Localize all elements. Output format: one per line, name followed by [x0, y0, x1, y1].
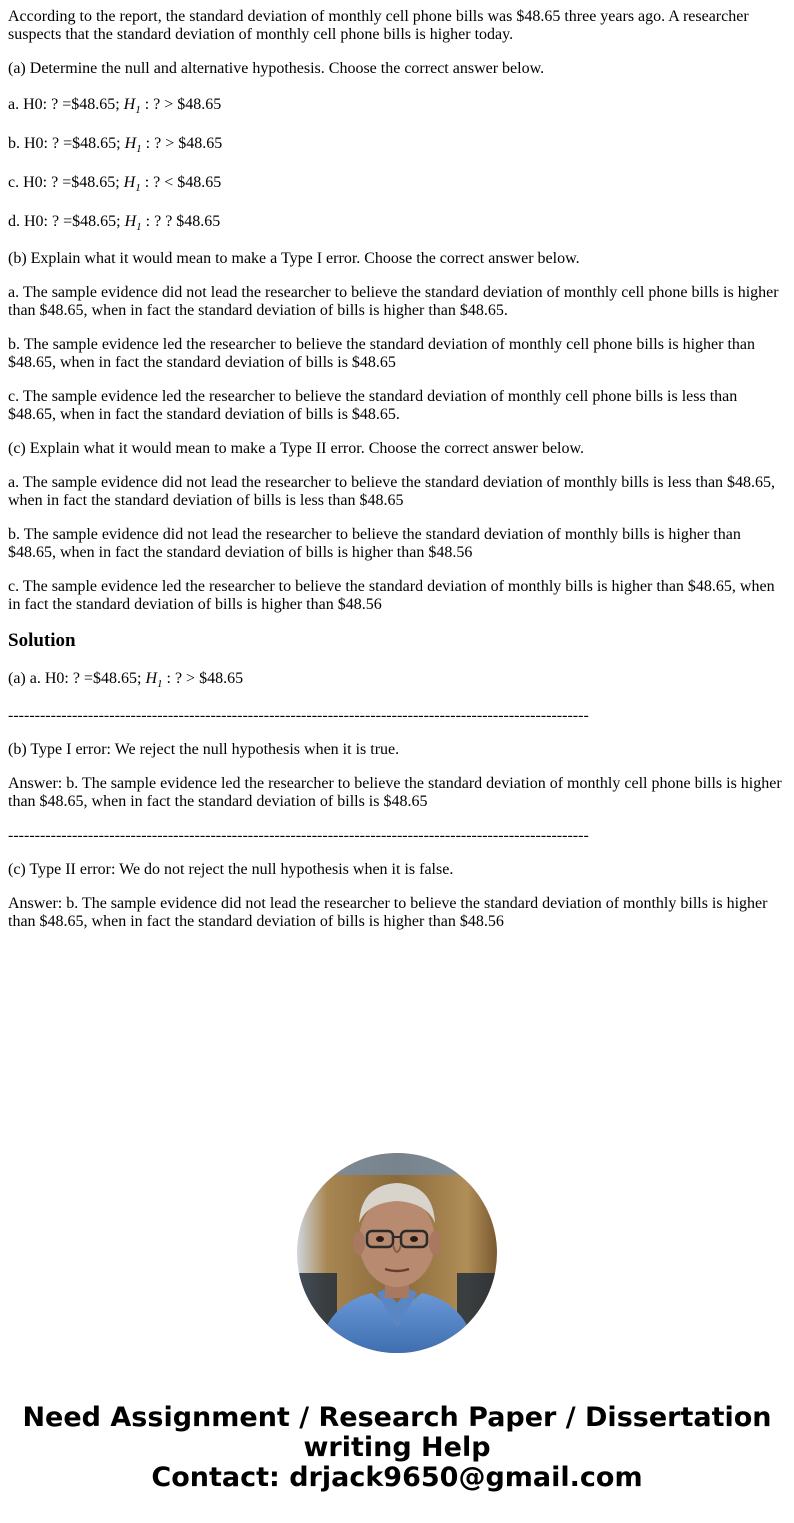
part-c-option-b: b. The sample evidence did not lead the researcher to believe the standard deviation of monthly bills is higher than $48.65, when in fact the standard deviation of bills is higher than $48.56	[8, 526, 741, 561]
h1-symbol: H	[123, 174, 136, 191]
part-a-option-a: a. H0: ? =$48.65; $H_1$ : ? > $48.65	[8, 96, 222, 116]
part-a-option-b: b. H0: ? =$48.65; $H_1$ : ? > $48.65	[8, 135, 223, 155]
avatar-portrait-icon	[297, 1153, 497, 1353]
promo-banner	[0, 1403, 794, 1493]
solution-c-answer: Answer: b. The sample evidence did not lead the researcher to believe the standard deviation of monthly bills is higher than $48.65, when in fact the standard deviation of bills is higher than $48.56	[8, 895, 768, 930]
promo-line-1: Need Assignment / Research Paper / Dissertation	[22, 1402, 772, 1433]
part-b-option-b: b. The sample evidence led the researcher to believe the standard deviation of monthly cell phone bills is higher than $48.65, when in fact the standard deviation of bills is $48.65	[8, 336, 756, 371]
avatar	[297, 1153, 497, 1353]
intro-paragraph: According to the report, the standard deviation of monthly cell phone bills was $48.65 three years ago. A researcher suspects that the standard deviation of monthly cell phone bills is higher today.	[8, 8, 749, 43]
h1-symbol: H	[145, 670, 157, 687]
solution-heading: Solution	[8, 630, 76, 651]
part-c-option-a: a. The sample evidence did not lead the researcher to believe the standard deviation of monthly bills is less than $48.65, when in fact the standard deviation of bills is less than $48.65	[8, 474, 776, 509]
h1-subscript: 1	[136, 221, 142, 233]
part-b-question: (b) Explain what it would mean to make a Type I error. Choose the correct answer below.	[8, 250, 580, 267]
h1-subscript: 1	[157, 678, 163, 690]
part-b-option-a: a. The sample evidence did not lead the researcher to believe the standard deviation of monthly cell phone bills is higher than $48.65, when in fact the standard deviation of bills is higher than $48.65.	[8, 284, 779, 319]
part-a-option-c: c. H0: ? =$48.65; $H_1$ : ? < $48.65	[8, 174, 222, 194]
h1-subscript: 1	[136, 143, 142, 155]
solution-c-explanation: (c) Type II error: We do not reject the null hypothesis when it is false.	[8, 861, 454, 878]
h1-symbol: H	[124, 135, 137, 152]
part-c-option-c: c. The sample evidence led the researcher to believe the standard deviation of monthly bills is higher than $48.65, when in fact the standard deviation of bills is higher than $48.56	[8, 578, 775, 613]
divider: -------------------------------------------------------------------------------------------------------------	[8, 707, 589, 724]
part-a-option-d: d. H0: ? =$48.65; $H_1$ : ? ? $48.65	[8, 213, 221, 233]
solution-answer-a: (a) a. H0: ? =$48.65; $H_1$ : ? > $48.65	[8, 670, 244, 690]
h1-symbol: H	[124, 213, 137, 230]
promo-line-2: writing Help	[303, 1432, 491, 1463]
part-a-question: (a) Determine the null and alternative hypothesis. Choose the correct answer below.	[8, 60, 545, 77]
promo-contact: Contact: drjack9650@gmail.com	[151, 1462, 643, 1493]
divider: -------------------------------------------------------------------------------------------------------------	[8, 827, 589, 844]
h1-symbol: H	[123, 96, 136, 113]
solution-b-explanation: (b) Type I error: We reject the null hypothesis when it is true.	[8, 741, 400, 758]
solution-b-answer: Answer: b. The sample evidence led the researcher to believe the standard deviation of monthly cell phone bills is higher than $48.65, when in fact the standard deviation of bills is $48.65	[8, 775, 782, 810]
part-c-question: (c) Explain what it would mean to make a Type II error. Choose the correct answer below.	[8, 440, 585, 457]
h1-subscript: 1	[135, 182, 141, 194]
h1-subscript: 1	[135, 104, 141, 116]
part-b-option-c: c. The sample evidence led the researcher to believe the standard deviation of monthly cell phone bills is less than $48.65, when in fact the standard deviation of bills is $48.65.	[8, 388, 738, 423]
